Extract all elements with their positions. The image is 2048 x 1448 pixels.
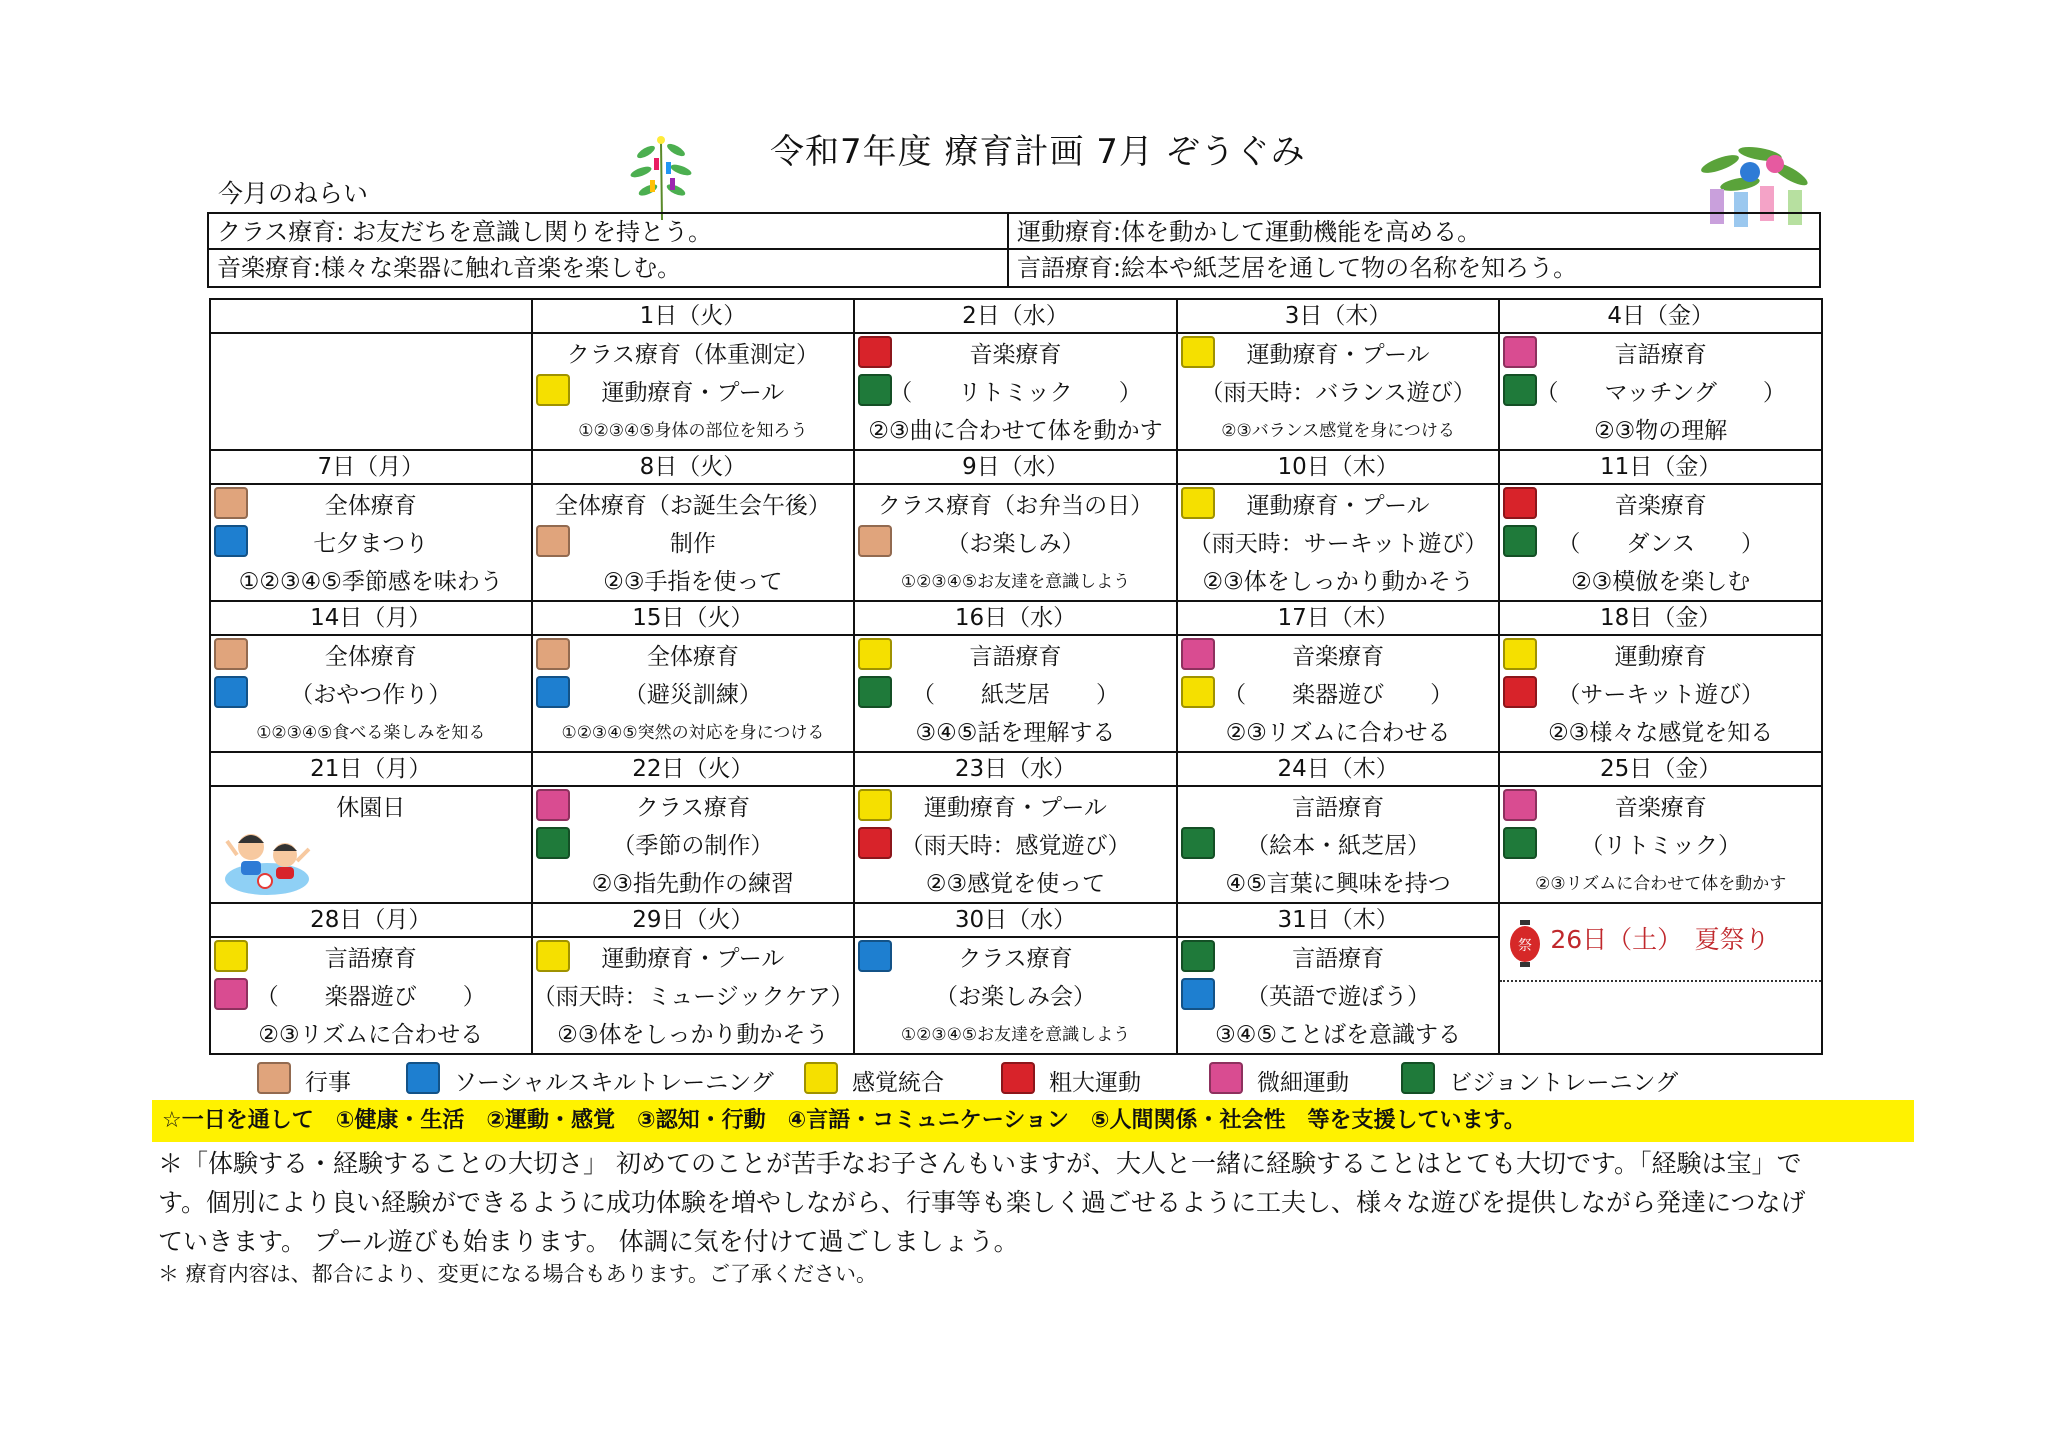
monthly-aims xyxy=(207,212,1821,288)
day-header: 23日（水） xyxy=(854,752,1177,786)
day-cell xyxy=(1177,333,1500,450)
aim-motor: 運動療育:体を動かして運動機能を高める。 xyxy=(1009,214,1819,250)
day-header: 10日（木） xyxy=(1177,450,1500,484)
day-cell xyxy=(854,635,1177,752)
day-header: 31日（木） xyxy=(1177,903,1500,937)
day-content xyxy=(855,787,1176,902)
day-header: 15日（火） xyxy=(532,601,855,635)
activity-detail: （ マッチング ） xyxy=(1535,380,1786,406)
day-header: 1日（火） xyxy=(532,299,855,333)
day-cell xyxy=(854,786,1177,903)
day-cell xyxy=(210,937,532,1054)
day-cell xyxy=(1177,937,1500,1054)
activity-goal: ②③手指を使って xyxy=(603,569,783,595)
day-cell xyxy=(1499,786,1822,903)
day-content xyxy=(1178,636,1499,751)
activity-goal: ③④⑤ことばを意識する xyxy=(1215,1022,1461,1048)
day-cell xyxy=(210,635,532,752)
day-cell xyxy=(1177,786,1500,903)
day-cell xyxy=(532,786,855,903)
day-cell xyxy=(1177,484,1500,601)
page-title: 令和7年度 療育計画 7月 ぞうぐみ xyxy=(770,132,1306,172)
activity-title: 休園日 xyxy=(336,795,406,821)
svg-text:祭: 祭 xyxy=(1518,938,1533,954)
day-content xyxy=(1178,485,1499,600)
caveat-note: ＊ 療育内容は、都合により、変更になる場合もあります。ご了承ください。 xyxy=(158,1262,877,1286)
activity-goal: ①②③④⑤お友達を意識しよう xyxy=(900,1025,1131,1045)
day-cell xyxy=(854,937,1177,1054)
support-banner: ☆一日を通して ①健康・生活 ②運動・感覚 ③認知・行動 ④言語・コミュニケーション ⑤人間関係・社会性 等を支援しています。 xyxy=(152,1100,1914,1142)
day-header: 22日（火） xyxy=(532,752,855,786)
day-content xyxy=(1178,938,1499,1053)
day-content xyxy=(855,938,1176,1053)
activity-title: 音楽療育 xyxy=(1614,795,1707,821)
legend xyxy=(209,1060,1823,1100)
day-content xyxy=(1178,334,1499,449)
activity-detail: （ 楽器遊び ） xyxy=(1223,682,1454,708)
day-content xyxy=(533,787,854,902)
summer-festival-note xyxy=(1500,904,1821,1052)
activity-goal: ②③バランス感覚を身につける xyxy=(1221,421,1455,441)
activity-goal: ②③リズムに合わせて体を動かす xyxy=(1535,874,1787,894)
legend-label: 感覚統合 xyxy=(852,1070,944,1096)
activity-detail: （雨天時：サーキット遊び） xyxy=(1188,531,1488,557)
day-header: 2日（水） xyxy=(854,299,1177,333)
day-cell xyxy=(210,333,532,450)
activity-title: 言語療育 xyxy=(1614,342,1707,368)
activity-detail: （リトミック） xyxy=(1580,833,1741,859)
day-cell xyxy=(854,333,1177,450)
summer-festival-text: 26日（土） 夏祭り xyxy=(1550,925,1770,954)
day-header: 7日（月） xyxy=(210,450,532,484)
sensory-swatch-icon xyxy=(804,1062,838,1094)
day-cell xyxy=(1499,484,1822,601)
activity-title: 音楽療育 xyxy=(1292,644,1385,670)
activity-goal: ①②③④⑤お友達を意識しよう xyxy=(900,572,1131,592)
note-cell xyxy=(1499,903,1822,1054)
day-content xyxy=(855,485,1176,600)
activity-title: 言語療育 xyxy=(969,644,1062,670)
day-content xyxy=(533,485,854,600)
activity-detail: （サーキット遊び） xyxy=(1557,682,1764,708)
social-swatch-icon xyxy=(406,1062,440,1094)
day-cell xyxy=(1499,635,1822,752)
day-cell xyxy=(1177,635,1500,752)
activity-title: 運動療育・プール xyxy=(1246,342,1430,368)
day-cell xyxy=(532,484,855,601)
day-content xyxy=(1500,485,1821,600)
activity-title: クラス療育 xyxy=(635,795,751,821)
activity-goal: ①②③④⑤食べる楽しみを知る xyxy=(256,723,486,743)
activity-goal: ②③物の理解 xyxy=(1594,418,1728,444)
message-line: ＊「体験する・経験することの大切さ」 初めてのことが苦手なお子さんもいますが、大人と一緒に経験することはとても大切です。「経験は宝」で xyxy=(158,1149,1802,1178)
day-header: 25日（金） xyxy=(1499,752,1822,786)
activity-detail: （ ダンス ） xyxy=(1557,531,1764,557)
activity-detail: （英語で遊ぼう） xyxy=(1246,984,1431,1010)
activity-detail: （避災訓練） xyxy=(623,682,762,708)
day-header: 4日（金） xyxy=(1499,299,1822,333)
day-header: 21日（月） xyxy=(210,752,532,786)
activity-goal: ①②③④⑤突然の対応を身につける xyxy=(561,723,825,743)
activity-title: 全体療育（お誕生会午後） xyxy=(554,493,831,519)
activity-goal: ②③模倣を楽しむ xyxy=(1571,569,1751,595)
message-line: ていきます。 プール遊びも始まります。 体調に気を付けて過ごしましょう。 xyxy=(158,1227,1019,1256)
legend-label: ソーシャルスキルトレーニング xyxy=(454,1070,774,1096)
day-header: 30日（水） xyxy=(854,903,1177,937)
day-content xyxy=(1500,787,1821,902)
calendar-table xyxy=(209,298,1823,1055)
activity-title: 運動療育・プール xyxy=(924,795,1107,821)
activity-detail: （ リトミック ） xyxy=(889,380,1142,406)
activity-title: クラス療育（体重測定） xyxy=(566,342,820,368)
day-content xyxy=(533,636,854,751)
dotted-divider xyxy=(1500,980,1821,982)
activity-title: 運動療育 xyxy=(1614,644,1707,670)
activity-detail: （ 紙芝居 ） xyxy=(911,682,1119,708)
day-content xyxy=(211,636,531,751)
day-header: 14日（月） xyxy=(210,601,532,635)
day-cell xyxy=(854,484,1177,601)
day-header: 29日（火） xyxy=(532,903,855,937)
activity-goal: ①②③④⑤身体の部位を知ろう xyxy=(578,421,808,441)
day-header: 17日（木） xyxy=(1177,601,1500,635)
swimming-children-icon xyxy=(221,821,317,899)
event-swatch-icon xyxy=(257,1062,291,1094)
day-header: 9日（水） xyxy=(854,450,1177,484)
legend-label: ビジョントレーニング xyxy=(1449,1070,1679,1096)
day-header: 8日（火） xyxy=(532,450,855,484)
activity-detail: （季節の制作） xyxy=(612,833,774,859)
day-content xyxy=(855,636,1176,751)
message-line: す。個別により良い経験ができるように成功体験を増やしながら、行事等も楽しく過ごせるように工夫し、様々な遊びを提供しながら発達につなげ xyxy=(158,1188,1806,1217)
tanabata-bamboo-icon xyxy=(626,132,696,222)
day-header: 16日（水） xyxy=(854,601,1177,635)
day-header: 28日（月） xyxy=(210,903,532,937)
day-content xyxy=(1500,334,1821,449)
activity-detail: （ 楽器遊び ） xyxy=(255,984,486,1010)
activity-detail: （雨天時：感覚遊び） xyxy=(900,833,1131,859)
day-content xyxy=(855,334,1176,449)
activity-goal: ②③指先動作の練習 xyxy=(591,871,795,897)
activity-detail: （絵本・紙芝居） xyxy=(1246,833,1431,859)
activity-goal: ②③リズムに合わせる xyxy=(258,1022,484,1048)
activity-detail: （お楽しみ） xyxy=(946,531,1085,557)
day-cell xyxy=(532,635,855,752)
activity-title: 音楽療育 xyxy=(969,342,1062,368)
day-cell xyxy=(532,333,855,450)
fine-swatch-icon xyxy=(1209,1062,1243,1094)
day-header: 18日（金） xyxy=(1499,601,1822,635)
day-content xyxy=(211,787,531,902)
activity-detail: 制作 xyxy=(669,531,716,557)
activity-title: 言語療育 xyxy=(1292,795,1385,821)
day-cell xyxy=(210,786,532,903)
day-content xyxy=(211,938,531,1053)
day-content xyxy=(211,334,531,449)
activity-title: 全体療育 xyxy=(646,644,739,670)
day-header: 3日（木） xyxy=(1177,299,1500,333)
day-content xyxy=(1500,636,1821,751)
day-content xyxy=(211,485,531,600)
day-cell xyxy=(210,484,532,601)
message-paragraph xyxy=(158,1144,1908,1261)
activity-goal: ②③感覚を使って xyxy=(925,871,1106,897)
activity-goal: ④⑤言葉に興味を持つ xyxy=(1225,871,1451,897)
activity-title: 運動療育・プール xyxy=(1246,493,1430,519)
activity-detail: （おやつ作り） xyxy=(290,682,452,708)
day-content xyxy=(533,938,854,1053)
activity-title: 音楽療育 xyxy=(1614,493,1707,519)
activity-goal: ②③体をしっかり動かそう xyxy=(1202,569,1474,595)
activity-title: 全体療育 xyxy=(324,493,417,519)
activity-goal: ②③リズムに合わせる xyxy=(1225,720,1451,746)
legend-label: 粗大運動 xyxy=(1049,1070,1141,1096)
legend-label: 行事 xyxy=(305,1070,351,1096)
gross-swatch-icon xyxy=(1001,1062,1035,1094)
day-header xyxy=(210,299,532,333)
aims-label: 今月のねらい xyxy=(218,179,369,208)
day-content xyxy=(533,334,854,449)
activity-goal: ②③曲に合わせて体を動かす xyxy=(868,418,1163,444)
vision-swatch-icon xyxy=(1401,1062,1435,1094)
aim-language: 言語療育:絵本や紙芝居を通して物の名称を知ろう。 xyxy=(1017,254,1578,282)
activity-title: 言語療育 xyxy=(1292,946,1385,972)
activity-detail: （お楽しみ会） xyxy=(934,984,1096,1010)
day-cell xyxy=(1499,333,1822,450)
activity-detail: 七夕まつり xyxy=(313,531,429,557)
activity-title: クラス療育 xyxy=(958,946,1073,972)
day-content xyxy=(1178,787,1499,902)
activity-detail: 運動療育・プール xyxy=(601,380,785,406)
activity-detail: （雨天時：バランス遊び） xyxy=(1200,380,1476,406)
lantern-icon xyxy=(1508,920,1542,968)
activity-title: 言語療育 xyxy=(324,946,417,972)
activity-title: 全体療育 xyxy=(324,644,417,670)
day-cell xyxy=(532,937,855,1054)
day-header: 24日（木） xyxy=(1177,752,1500,786)
activity-title: 運動療育・プール xyxy=(601,946,785,972)
aim-music: 音楽療育:様々な楽器に触れ音楽を楽しむ。 xyxy=(209,250,1009,286)
activity-goal: ①②③④⑤季節感を味わう xyxy=(238,569,503,595)
aim-class: クラス療育: お友だちを意識し関りを持とう。 xyxy=(209,214,1009,250)
activity-title: クラス療育（お弁当の日） xyxy=(877,493,1154,519)
activity-goal: ③④⑤話を理解する xyxy=(915,720,1116,746)
day-header: 11日（金） xyxy=(1499,450,1822,484)
legend-label: 微細運動 xyxy=(1257,1070,1349,1096)
activity-goal: ②③体をしっかり動かそう xyxy=(557,1022,829,1048)
activity-detail: （雨天時：ミュージックケア） xyxy=(532,984,854,1010)
activity-goal: ②③様々な感覚を知る xyxy=(1548,720,1774,746)
